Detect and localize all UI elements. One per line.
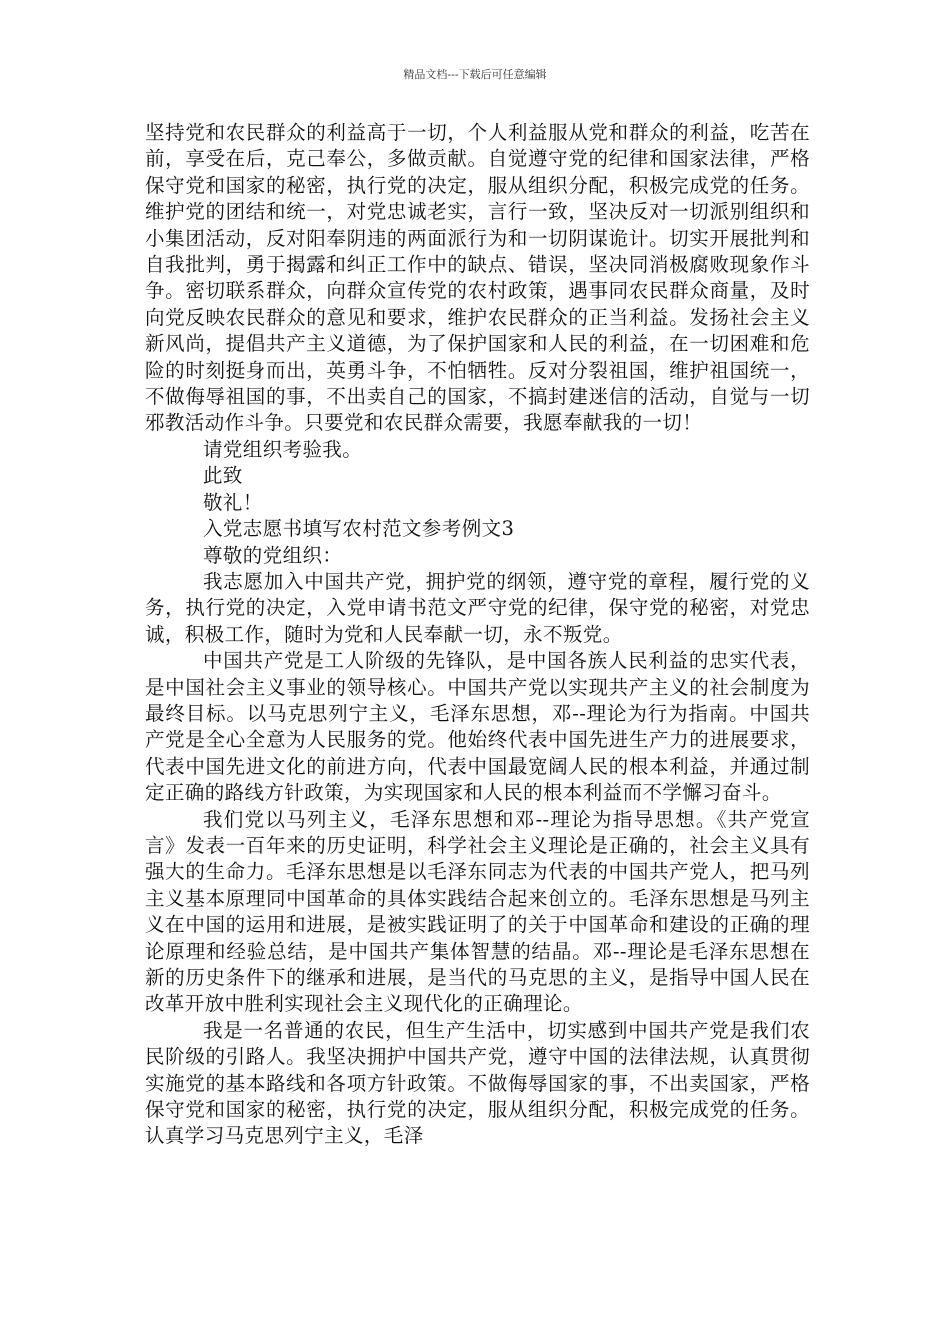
paragraph-application: 我志愿加入中国共产党，拥护党的纲领，遵守党的章程，履行党的义务，执行党的决定，入党申请书范文严守党的纪律，保守党的秘密，对党忠诚，积极工作，随时为党和人民奉献一切，永不叛党。	[145, 569, 810, 646]
paragraph-request-review: 请党组织考验我。	[203, 437, 363, 461]
salutation: 尊敬的党组织：	[203, 543, 343, 567]
page-header: 精品文档---下载后可任意编辑	[403, 68, 547, 81]
paragraph-guiding-thought: 我们党以马列主义，毛泽东思想和邓--理论为指导思想。《共产党宣言》发表一百年来的历史证明，科学社会主义理论是正确的，社会主义具有强大的生命力。毛泽东思想是以毛泽东同志为代表的中国共产党人，把马列主义基本原理同中国革命的具体实践结合起来创立的。毛泽东思想是马列主义在中国的运用和进展，是被实践证明了的关于中国革命和建设的正确的理论原理和经验总结，是中国共产集体智慧的结晶。邓--理论是毛泽东思想在新的历史条件下的继承和进展，是当代的马克思的主义，是指导中国人民在改革开放中胜利实现社会主义现代化的正确理论。	[145, 807, 810, 1016]
paragraph-party-duties: 坚持党和农民群众的利益高于一切，个人利益服从党和群众的利益，吃苦在前，享受在后，克己奉公，多做贡献。自觉遵守党的纪律和国家法律，严格保守党和国家的秘密，执行党的决定，服从组织分配，积极完成党的任务。维护党的团结和统一，对党忠诚老实，言行一致，坚决反对一切派别组织和小集团活动，反对阳奉阴违的两面派行为和一切阴谋诡计。切实开展批判和自我批判，勇于揭露和纠正工作中的缺点、错误，坚决同消极腐败现象作斗争。密切联系群众，向群众宣传党的农村政策，遇事同农民群众商量，及时向党反映农民群众的意见和要求，维护农民群众的正当利益。发扬社会主义新风尚，提倡共产主义道德，为了保护国家和人民的利益，在一切困难和危险的时刻挺身而出，英勇斗争，不怕牺牲。反对分裂祖国，维护祖国统一，不做侮辱祖国的事，不出卖自己的国家，不搞封建迷信的活动，自觉与一切邪教活动作斗争。只要党和农民群众需要，我愿奉献我的一切！	[145, 121, 810, 435]
closing-cizhi: 此致	[203, 464, 243, 488]
closing-jingli: 敬礼！	[203, 490, 263, 514]
section-title: 入党志愿书填写农村范文参考例文3	[203, 517, 515, 541]
paragraph-party-nature: 中国共产党是工人阶级的先锋队，是中国各族人民利益的忠实代表，是中国社会主义事业的领导核心。中国共产党以实现共产主义的社会制度为最终目标。以马克思列宁主义，毛泽东思想，邓--理论为行为指南。中国共产党是全心全意为人民服务的党。他始终代表中国先进生产力的进展要求，代表中国先进文化的前进方向，代表中国最宽阔人民的根本利益，并通过制定正确的路线方针政策，为实现国家和人民的根本利益而不学懈习奋斗。	[145, 649, 810, 805]
paragraph-personal: 我是一名普通的农民，但生产生活中，切实感到中国共产党是我们农民阶级的引路人。我坚决拥护中国共产党，遵守中国的法律法规，认真贯彻实施党的基本路线和各项方针政策。不做侮辱国家的事，不出卖国家，严格保守党和国家的秘密，执行党的决定，服从组织分配，积极完成党的任务。认真学习马克思列宁主义，毛泽	[145, 1018, 810, 1148]
document-body	[145, 120, 810, 1150]
